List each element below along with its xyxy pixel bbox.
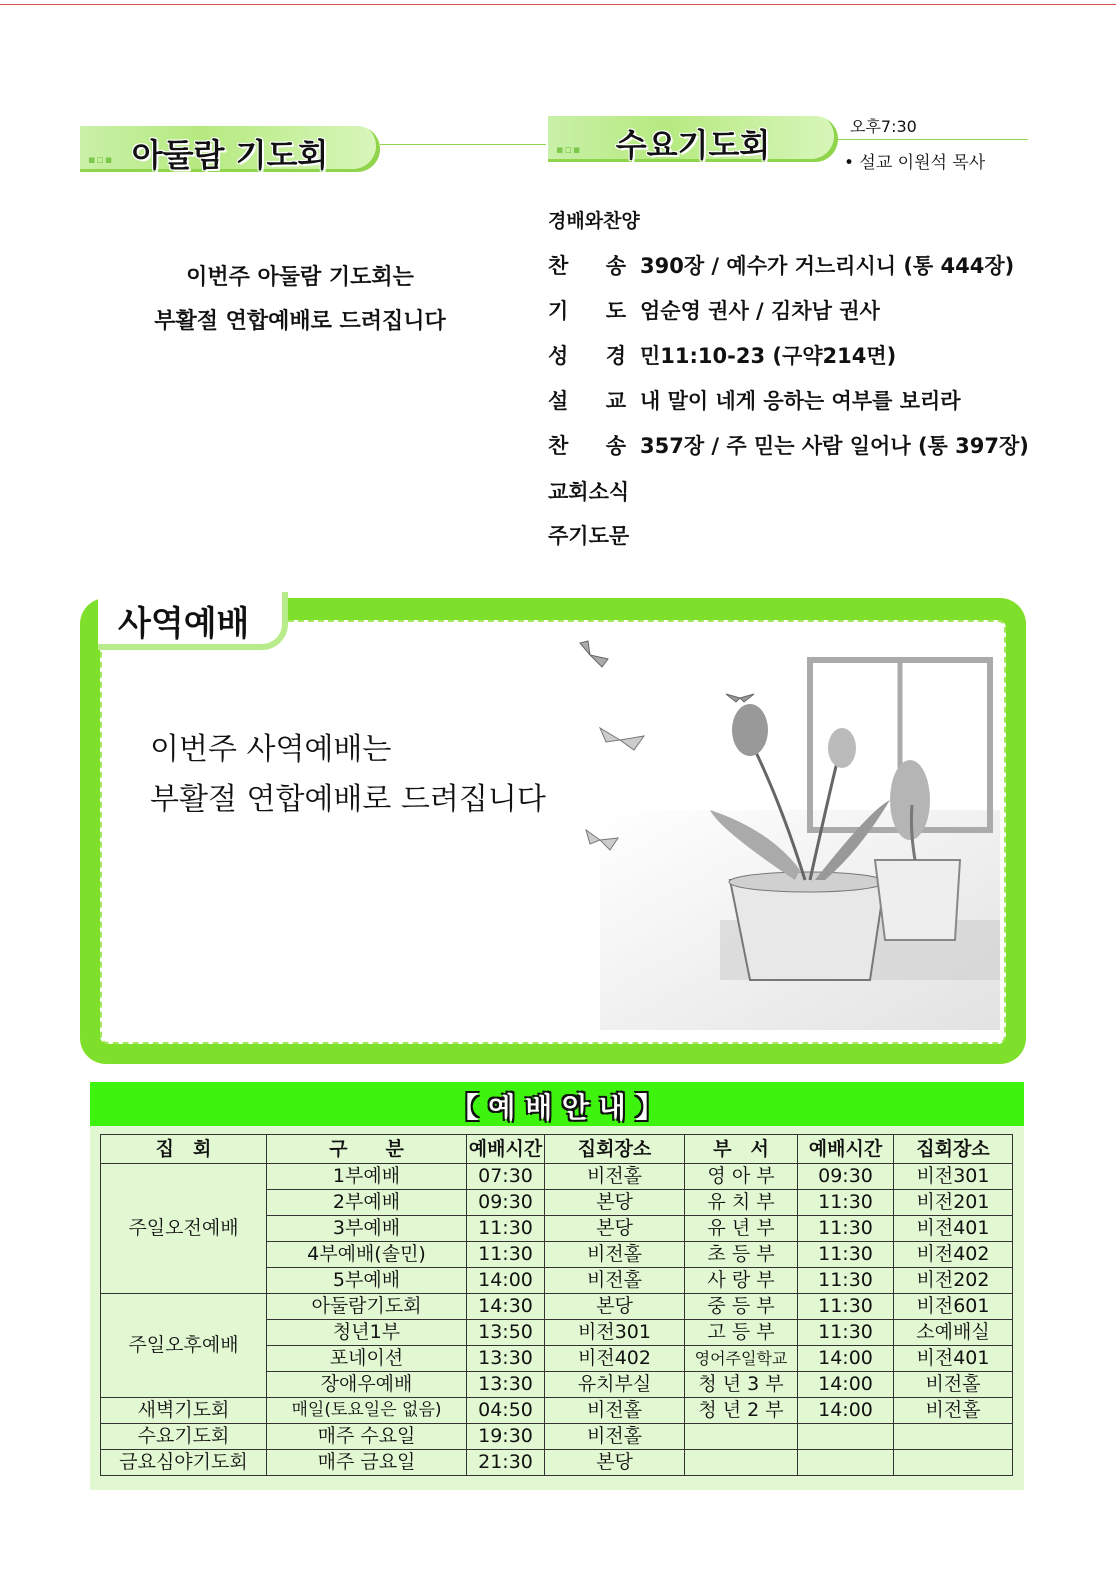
table-cell: 비전홀 bbox=[545, 1268, 685, 1294]
table-cell: 11:30 bbox=[798, 1320, 894, 1346]
order-label: 찬 bbox=[548, 434, 569, 458]
order-value: 민11:10-23 (구약214면) bbox=[640, 344, 897, 368]
table-cell: 07:30 bbox=[467, 1164, 545, 1190]
pot-left bbox=[730, 880, 885, 980]
group-cell: 금요심야기도회 bbox=[101, 1450, 267, 1476]
column-header: 예배시간 bbox=[798, 1135, 894, 1164]
table-cell: 비전402 bbox=[545, 1346, 685, 1372]
table-cell: 13:50 bbox=[467, 1320, 545, 1346]
table-cell: 사 랑 부 bbox=[685, 1268, 798, 1294]
tab-decoration: ▪▫▪ bbox=[88, 153, 114, 166]
table-cell bbox=[798, 1450, 894, 1476]
flower-pot-illustration bbox=[540, 630, 1000, 1030]
butterfly-icon bbox=[580, 641, 608, 667]
table-cell: 비전홀 bbox=[894, 1398, 1013, 1424]
wednesday-time: 오후7:30 bbox=[850, 117, 917, 136]
table-cell: 비전301 bbox=[545, 1320, 685, 1346]
adullam-header-rule bbox=[380, 144, 546, 145]
table-cell: 본당 bbox=[545, 1190, 685, 1216]
group-cell: 새벽기도회 bbox=[101, 1398, 267, 1424]
table-cell: 매일(토요일은 없음) bbox=[267, 1398, 467, 1424]
table-cell: 비전홀 bbox=[545, 1242, 685, 1268]
table-header-row bbox=[101, 1135, 1013, 1164]
column-header: 집회장소 bbox=[894, 1135, 1013, 1164]
pot-right bbox=[875, 860, 960, 940]
order-label: 교 bbox=[605, 389, 626, 413]
wednesday-header-rule bbox=[838, 139, 1028, 140]
table-cell: 비전홀 bbox=[545, 1424, 685, 1450]
table-cell: 아둘람기도회 bbox=[267, 1294, 467, 1320]
column-header: 구 분 bbox=[267, 1135, 467, 1164]
table-row bbox=[101, 1450, 1013, 1476]
ministry-title-tab bbox=[98, 592, 288, 650]
table-cell: 장애우예배 bbox=[267, 1372, 467, 1398]
table-cell: 11:30 bbox=[798, 1190, 894, 1216]
order-value: 390장 / 예수가 거느리시니 (통 444장) bbox=[640, 254, 1015, 278]
table-cell: 11:30 bbox=[798, 1242, 894, 1268]
table-cell: 매주 수요일 bbox=[267, 1424, 467, 1450]
schedule-header-bar bbox=[90, 1082, 1024, 1126]
butterfly-icon bbox=[600, 728, 644, 750]
table-cell: 영 아 부 bbox=[685, 1164, 798, 1190]
adullam-title: 아둘람 기도회 bbox=[131, 136, 329, 174]
table-cell: 1부예배 bbox=[267, 1164, 467, 1190]
ministry-title: 사역예배 bbox=[118, 604, 250, 644]
table-cell bbox=[685, 1450, 798, 1476]
table-cell: 청 년 3 부 bbox=[685, 1372, 798, 1398]
table-cell: 비전601 bbox=[894, 1294, 1013, 1320]
order-item bbox=[548, 385, 961, 415]
table-cell: 중 등 부 bbox=[685, 1294, 798, 1320]
adullam-title-tab bbox=[80, 126, 380, 172]
table-cell: 11:30 bbox=[798, 1216, 894, 1242]
table-cell bbox=[798, 1424, 894, 1450]
order-label: 송 bbox=[605, 434, 626, 458]
table-cell: 21:30 bbox=[467, 1450, 545, 1476]
table-cell: 청년1부 bbox=[267, 1320, 467, 1346]
table-cell: 매주 금요일 bbox=[267, 1450, 467, 1476]
table-cell: 14:00 bbox=[798, 1398, 894, 1424]
top-border-line bbox=[0, 4, 1116, 5]
table-cell: 비전401 bbox=[894, 1216, 1013, 1242]
table-cell: 11:30 bbox=[798, 1294, 894, 1320]
order-value: 내 말이 네게 응하는 여부를 보리라 bbox=[640, 389, 961, 413]
tab-decoration: ▪▫▪ bbox=[556, 143, 582, 156]
group-cell: 수요기도회 bbox=[101, 1424, 267, 1450]
table-cell: 유 년 부 bbox=[685, 1216, 798, 1242]
table-cell: 5부예배 bbox=[267, 1268, 467, 1294]
order-label: 송 bbox=[605, 254, 626, 278]
wednesday-title-tab bbox=[548, 116, 838, 162]
table-cell: 14:00 bbox=[467, 1268, 545, 1294]
table-cell: 비전홀 bbox=[545, 1398, 685, 1424]
group-cell: 주일오후예배 bbox=[101, 1294, 267, 1398]
column-header: 집회장소 bbox=[545, 1135, 685, 1164]
order-value: 357장 / 주 믿는 사람 일어나 (통 397장) bbox=[640, 434, 1029, 458]
table-cell: 비전401 bbox=[894, 1346, 1013, 1372]
table-cell: 유 치 부 bbox=[685, 1190, 798, 1216]
table-cell: 4부예배(솔민) bbox=[267, 1242, 467, 1268]
table-cell: 비전홀 bbox=[545, 1164, 685, 1190]
table-cell: 14:00 bbox=[798, 1372, 894, 1398]
table-cell: 유치부실 bbox=[545, 1372, 685, 1398]
table-cell: 본당 bbox=[545, 1450, 685, 1476]
table-cell: 09:30 bbox=[467, 1190, 545, 1216]
table-cell: 고 등 부 bbox=[685, 1320, 798, 1346]
ministry-notice-line2: 부활절 연합예배로 드려집니다 bbox=[150, 782, 546, 817]
wednesday-title: 수요기도회 bbox=[615, 126, 771, 164]
order-label: 찬 bbox=[548, 254, 569, 278]
column-header: 집 회 bbox=[101, 1135, 267, 1164]
butterfly-icon bbox=[726, 694, 754, 702]
table-cell: 19:30 bbox=[467, 1424, 545, 1450]
table-cell bbox=[894, 1424, 1013, 1450]
adullam-notice-line2: 부활절 연합예배로 드려집니다 bbox=[154, 309, 446, 334]
order-item bbox=[548, 430, 1029, 460]
table-cell: 청 년 2 부 bbox=[685, 1398, 798, 1424]
table-cell: 본당 bbox=[545, 1294, 685, 1320]
table-row bbox=[101, 1164, 1013, 1190]
table-cell: 비전202 bbox=[894, 1268, 1013, 1294]
table-cell: 비전301 bbox=[894, 1164, 1013, 1190]
order-label: 설 bbox=[548, 389, 569, 413]
table-cell: 14:30 bbox=[467, 1294, 545, 1320]
table-cell: 09:30 bbox=[798, 1164, 894, 1190]
table-cell: 비전홀 bbox=[894, 1372, 1013, 1398]
table-cell: 2부예배 bbox=[267, 1190, 467, 1216]
table-row bbox=[101, 1424, 1013, 1450]
column-header: 부 서 bbox=[685, 1135, 798, 1164]
order-item bbox=[548, 340, 896, 370]
table-cell bbox=[894, 1450, 1013, 1476]
table-cell: 포네이션 bbox=[267, 1346, 467, 1372]
wednesday-preacher: • 설교 이원석 목사 bbox=[844, 153, 986, 173]
worship-label: 경배와찬양 bbox=[548, 210, 640, 232]
table-cell: 04:50 bbox=[467, 1398, 545, 1424]
church-news-label: 교회소식 bbox=[548, 480, 630, 504]
table-cell bbox=[685, 1424, 798, 1450]
order-item bbox=[548, 295, 880, 325]
column-header: 예배시간 bbox=[467, 1135, 545, 1164]
schedule-title: 【 예 배 안 내 】 bbox=[450, 1091, 664, 1124]
table-cell: 11:30 bbox=[467, 1216, 545, 1242]
order-value: 엄순영 권사 / 김차남 권사 bbox=[640, 299, 880, 323]
table-cell: 비전201 bbox=[894, 1190, 1013, 1216]
table-cell: 비전402 bbox=[894, 1242, 1013, 1268]
schedule-table bbox=[100, 1134, 1013, 1476]
table-cell: 11:30 bbox=[798, 1268, 894, 1294]
order-label: 경 bbox=[605, 344, 626, 368]
table-cell: 14:00 bbox=[798, 1346, 894, 1372]
order-item bbox=[548, 250, 1014, 280]
ministry-notice-line1: 이번주 사역예배는 bbox=[150, 732, 392, 767]
lords-prayer-label: 주기도문 bbox=[548, 524, 630, 548]
adullam-notice-line1: 이번주 아둘람 기도회는 bbox=[186, 265, 414, 290]
order-label: 도 bbox=[605, 299, 626, 323]
adullam-notice bbox=[80, 256, 520, 344]
table-cell: 본당 bbox=[545, 1216, 685, 1242]
table-cell: 3부예배 bbox=[267, 1216, 467, 1242]
table-cell: 영어주일학교 bbox=[685, 1346, 798, 1372]
table-row bbox=[101, 1294, 1013, 1320]
table-cell: 초 등 부 bbox=[685, 1242, 798, 1268]
table-cell: 11:30 bbox=[467, 1242, 545, 1268]
order-label: 기 bbox=[548, 299, 569, 323]
table-cell: 13:30 bbox=[467, 1346, 545, 1372]
table-cell: 13:30 bbox=[467, 1372, 545, 1398]
order-label: 성 bbox=[548, 344, 569, 368]
group-cell: 주일오전예배 bbox=[101, 1164, 267, 1294]
table-cell: 소예배실 bbox=[894, 1320, 1013, 1346]
table-row bbox=[101, 1398, 1013, 1424]
